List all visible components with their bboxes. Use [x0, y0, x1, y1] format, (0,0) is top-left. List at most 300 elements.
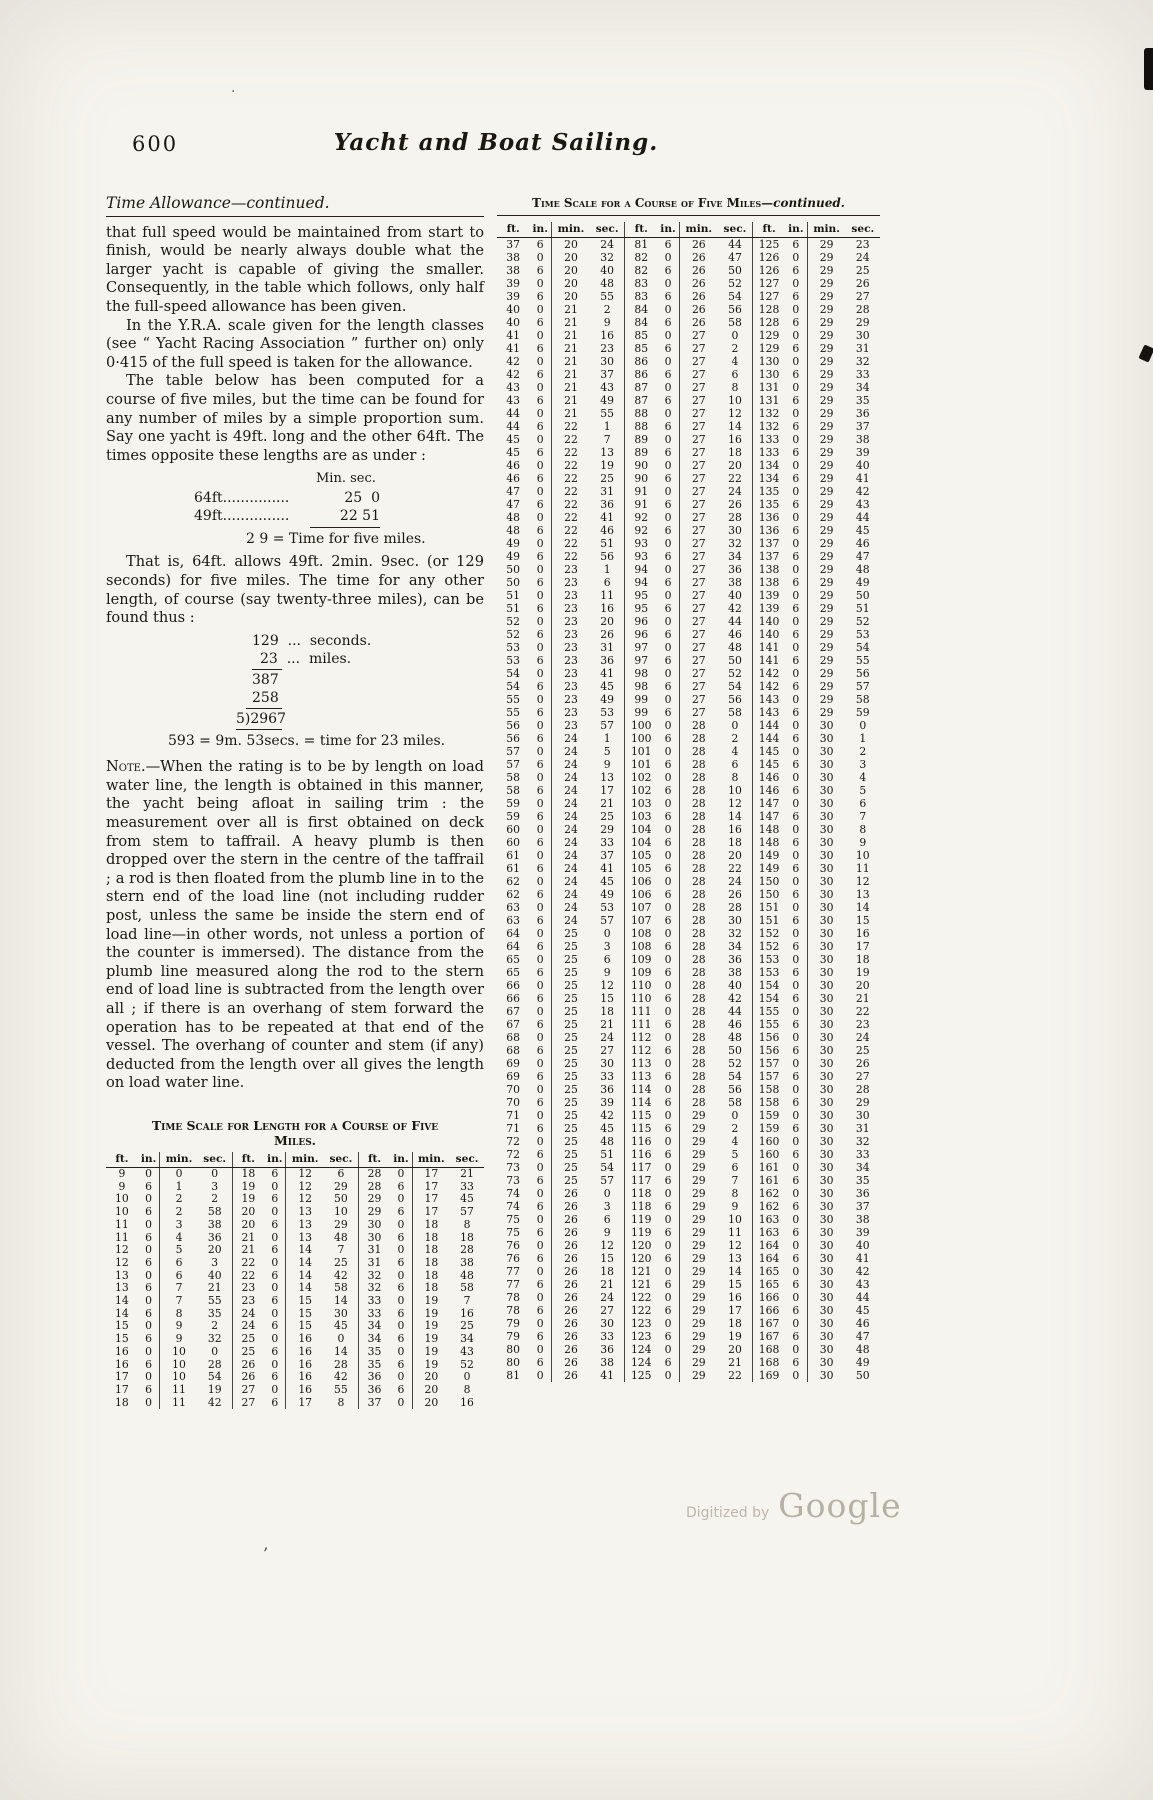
table-cell: 6	[792, 394, 800, 407]
table-cell: 28	[679, 914, 717, 927]
table-row	[753, 1031, 880, 1044]
table-cell: 36	[207, 1230, 222, 1244]
table-row	[753, 966, 880, 979]
table-cell: 144	[758, 719, 780, 732]
table-cell: 18	[412, 1219, 450, 1232]
table-cell: 26	[552, 1343, 590, 1356]
table-cell: 23	[552, 680, 590, 693]
table-cell: 6	[792, 1122, 800, 1135]
table-cell: 6	[792, 1148, 800, 1161]
table-cell: 149	[758, 849, 780, 862]
table-cell: 57	[460, 1205, 474, 1219]
table-cell: 10	[728, 394, 742, 407]
table-cell: 0	[664, 953, 672, 966]
table-cell: 27	[600, 1304, 614, 1317]
table-cell: 152	[758, 927, 780, 940]
table-cell: 14	[286, 1244, 324, 1257]
note-label: Note.	[106, 758, 146, 776]
table-cell: 0	[792, 407, 800, 420]
table-cell: 6	[145, 1382, 153, 1396]
calc-division: 5)2967	[236, 710, 286, 727]
table-row	[106, 1206, 232, 1219]
table-cell: 8	[731, 1187, 739, 1200]
table-cell: 67	[506, 1005, 521, 1018]
table-cell: 0	[664, 1291, 672, 1304]
note-paragraph	[106, 758, 484, 1093]
table-cell: 30	[807, 810, 845, 823]
table-cell: 73	[506, 1161, 521, 1174]
table-cell: 70	[506, 1096, 521, 1109]
table-cell: 19	[207, 1382, 222, 1396]
table-cell: 0	[792, 693, 800, 706]
table-cell: 23	[241, 1294, 256, 1308]
table-cell: 6	[664, 628, 672, 641]
table-cell: 29	[807, 602, 845, 615]
column-header: sec.	[590, 222, 624, 238]
table-row	[497, 1265, 624, 1278]
table-cell: 33	[855, 1148, 870, 1161]
table-cell: 12	[600, 1239, 614, 1252]
table-cell: 87	[634, 381, 649, 394]
table-cell: 0	[792, 979, 800, 992]
table-cell: 120	[630, 1252, 652, 1265]
table-cell: 19	[855, 966, 870, 979]
table-cell: 151	[758, 914, 780, 927]
table-cell: 9	[603, 1226, 611, 1239]
table-cell: 26	[679, 238, 717, 252]
table-cell: 45	[600, 1122, 614, 1135]
table-cell: 130	[758, 368, 780, 381]
table-cell: 0	[536, 771, 544, 784]
table-row	[753, 1265, 880, 1278]
table-cell: 0	[664, 485, 672, 498]
table-cell: 6	[792, 758, 800, 771]
table-row	[497, 979, 624, 992]
table-row	[625, 1031, 752, 1044]
table-row	[497, 485, 624, 498]
table-cell: 58	[855, 693, 870, 706]
table-cell: 29	[855, 316, 870, 329]
table-cell: 16	[728, 823, 742, 836]
table-cell: 30	[807, 823, 845, 836]
table-cell: 103	[630, 810, 652, 823]
table-row	[497, 511, 624, 524]
table-row	[625, 1265, 752, 1278]
table-cell: 0	[536, 745, 544, 758]
table-cell: 9	[731, 1200, 739, 1213]
table-cell: 6	[792, 810, 800, 823]
table-cell: 6	[792, 368, 800, 381]
table-cell: 45	[506, 446, 521, 459]
right-column-heading	[497, 196, 880, 216]
table-cell: 54	[855, 641, 870, 654]
table-row	[625, 784, 752, 797]
table-cell: 23	[552, 719, 590, 732]
table-cell: 87	[634, 394, 649, 407]
table-cell: 30	[807, 1174, 845, 1187]
table-cell: 0	[536, 875, 544, 888]
table-cell: 69	[506, 1057, 521, 1070]
time-scale-table-group	[358, 1152, 484, 1409]
table-cell: 43	[855, 498, 870, 511]
table-cell: 26	[552, 1278, 590, 1291]
table-cell: 24	[552, 836, 590, 849]
table-row	[232, 1384, 358, 1397]
table-cell: 112	[630, 1031, 652, 1044]
table-cell: 138	[758, 563, 780, 576]
table-cell: 29	[807, 485, 845, 498]
table-cell: 80	[506, 1343, 521, 1356]
table-cell: 70	[506, 1083, 521, 1096]
table-cell: 6	[664, 550, 672, 563]
table-cell: 24	[552, 771, 590, 784]
table-row	[497, 680, 624, 693]
table-cell: 46	[855, 1317, 870, 1330]
table-cell: 30	[334, 1306, 348, 1320]
table-cell: 25	[552, 1070, 590, 1083]
table-cell: 98	[634, 667, 649, 680]
table-row	[753, 849, 880, 862]
table-cell: 47	[728, 251, 742, 264]
table-cell: 32	[600, 251, 614, 264]
table-cell: 0	[536, 1187, 544, 1200]
table-cell: 38	[207, 1217, 222, 1231]
table-cell: 10	[160, 1346, 198, 1359]
table-row	[753, 1109, 880, 1122]
table-cell: 119	[630, 1226, 652, 1239]
table-row	[753, 1005, 880, 1018]
table-cell: 28	[679, 1083, 717, 1096]
table-cell: 6	[536, 1304, 544, 1317]
time-scale-table-right	[497, 222, 880, 1382]
table-cell: 37	[367, 1395, 382, 1409]
table-cell: 15	[286, 1295, 324, 1308]
table-row	[625, 654, 752, 667]
table-cell: 34	[728, 940, 742, 953]
table-row	[625, 1018, 752, 1031]
table-cell: 0	[664, 1057, 672, 1070]
table-cell: 30	[807, 1369, 845, 1382]
table-cell: 93	[634, 537, 649, 550]
table-cell: 58	[506, 784, 521, 797]
table-cell: 48	[600, 1135, 614, 1148]
table-cell: 15	[600, 1252, 614, 1265]
table-cell: 25	[552, 953, 590, 966]
table-cell: 26	[552, 1369, 590, 1382]
table-cell: 143	[758, 693, 780, 706]
table-cell: 18	[855, 953, 870, 966]
table-cell: 43	[460, 1344, 474, 1358]
table-row	[232, 1257, 358, 1270]
table-cell: 6	[664, 1044, 672, 1057]
table-cell: 6	[792, 628, 800, 641]
table-row	[106, 1257, 232, 1270]
table-cell: 28	[679, 823, 717, 836]
table-cell: 8	[337, 1395, 345, 1409]
table-cell: 56	[506, 732, 521, 745]
table-cell: 54	[506, 667, 521, 680]
table-cell: 65	[506, 953, 521, 966]
table-cell: 24	[552, 784, 590, 797]
table-cell: 14	[286, 1257, 324, 1270]
table-cell: 24	[600, 1291, 614, 1304]
table-cell: 25	[552, 1161, 590, 1174]
table-cell: 6	[145, 1306, 153, 1320]
table-cell: 38	[506, 251, 521, 264]
table-cell: 90	[634, 459, 649, 472]
table-row	[497, 1070, 624, 1083]
table-cell: 80	[506, 1356, 521, 1369]
caption-line: Miles.	[273, 1133, 317, 1148]
table-row	[753, 485, 880, 498]
table-cell: 0	[664, 1135, 672, 1148]
table-cell: 6	[664, 394, 672, 407]
table-cell: 71	[506, 1109, 521, 1122]
table-cell: 0	[664, 615, 672, 628]
table-cell: 29	[807, 550, 845, 563]
table-cell: 30	[807, 1291, 845, 1304]
table-row	[497, 1096, 624, 1109]
table-cell: 0	[792, 381, 800, 394]
table-row	[497, 784, 624, 797]
calc-line-seconds: 129 ... seconds.	[252, 632, 372, 649]
table-cell: 42	[728, 992, 742, 1005]
table-cell: 55	[855, 654, 870, 667]
table-cell: 6	[536, 264, 544, 277]
table-row	[753, 979, 880, 992]
table-cell: 35	[367, 1344, 382, 1358]
table-cell: 57	[506, 758, 521, 771]
table-row	[497, 303, 624, 316]
table-cell: 116	[630, 1135, 652, 1148]
table-cell: 9	[603, 316, 611, 329]
table-cell: 0	[536, 927, 544, 940]
table-cell: 3	[160, 1219, 198, 1232]
table-cell: 21	[207, 1281, 222, 1295]
table-cell: 13	[286, 1206, 324, 1219]
table-cell: 0	[792, 589, 800, 602]
column-header: ft.	[625, 222, 657, 238]
table-cell: 28	[679, 979, 717, 992]
table-cell: 6	[271, 1370, 279, 1384]
table-cell: 27	[679, 342, 717, 355]
table-cell: 46	[728, 628, 742, 641]
table-cell: 6	[536, 836, 544, 849]
table-cell: 30	[807, 901, 845, 914]
table-row	[625, 238, 752, 252]
table-cell: 40	[855, 1239, 870, 1252]
table-cell: 6	[664, 446, 672, 459]
table-cell: 19	[412, 1308, 450, 1321]
table-cell: 24	[728, 485, 742, 498]
table-cell: 45	[600, 680, 614, 693]
table-row	[753, 1252, 880, 1265]
table-cell: 27	[679, 433, 717, 446]
table-cell: 6	[145, 1205, 153, 1219]
table-row	[625, 966, 752, 979]
table-cell: 0	[664, 303, 672, 316]
table-cell: 6	[271, 1294, 279, 1308]
table-row	[753, 914, 880, 927]
table-row	[497, 1044, 624, 1057]
table-cell: 117	[630, 1161, 652, 1174]
table-cell: 0	[664, 797, 672, 810]
table-cell: 140	[758, 615, 780, 628]
table-cell: 36	[728, 563, 742, 576]
table-cell: 30	[807, 1356, 845, 1369]
table-cell: 6	[664, 1252, 672, 1265]
table-cell: 17	[412, 1206, 450, 1219]
table-cell: 0	[536, 615, 544, 628]
table-cell: 6	[536, 1252, 544, 1265]
table-cell: 77	[506, 1278, 521, 1291]
table-cell: 19	[412, 1320, 450, 1333]
table-cell: 164	[758, 1239, 780, 1252]
table-cell: 0	[160, 1168, 198, 1181]
table-row	[753, 498, 880, 511]
table-cell: 0	[536, 1317, 544, 1330]
table-cell: 114	[630, 1083, 652, 1096]
table-cell: 28	[679, 1005, 717, 1018]
table-cell: 0	[536, 719, 544, 732]
table-cell: 6	[337, 1167, 345, 1180]
table-row	[497, 1369, 624, 1382]
table-cell: 28	[679, 849, 717, 862]
table-cell: 0	[792, 953, 800, 966]
table-cell: 63	[506, 914, 521, 927]
table-row	[753, 654, 880, 667]
table-cell: 0	[792, 1369, 800, 1382]
table-cell: 41	[855, 472, 870, 485]
table-cell: 24	[552, 758, 590, 771]
table-cell: 62	[506, 888, 521, 901]
table-cell: 6	[664, 238, 672, 251]
table-cell: 78	[506, 1291, 521, 1304]
table-cell: 0	[536, 407, 544, 420]
calc-partial-product: 387	[252, 671, 279, 688]
table-cell: 28	[679, 953, 717, 966]
table-cell: 26	[855, 1057, 870, 1070]
table-cell: 6	[664, 498, 672, 511]
table-cell: 32	[207, 1332, 222, 1346]
table-cell: 28	[679, 901, 717, 914]
table-cell: 28	[679, 862, 717, 875]
table-cell: 25	[552, 1044, 590, 1057]
table-cell: 0	[536, 1213, 544, 1226]
table-cell: 107	[630, 901, 652, 914]
table-cell: 10	[728, 1213, 742, 1226]
table-cell: 15	[286, 1320, 324, 1333]
table-cell: 50	[855, 1369, 870, 1382]
table-cell: 109	[630, 966, 652, 979]
table-cell: 38	[728, 576, 742, 589]
paragraph-continuation: that full speed would be maintained from start to finish, would be nearly always double what the larger yacht is capable of giving the smaller. Consequently, in the table which follows, only half the full-speed allowance has been given.	[106, 223, 484, 315]
table-cell: 0	[145, 1167, 153, 1180]
table-row	[753, 1044, 880, 1057]
table-cell: 44	[728, 615, 742, 628]
table-cell: 54	[728, 290, 742, 303]
table-cell: 45	[506, 433, 521, 446]
table-cell: 40	[506, 316, 521, 329]
table-cell: 0	[536, 537, 544, 550]
table-cell: 160	[758, 1135, 780, 1148]
table-cell: 0	[792, 1291, 800, 1304]
table-cell: 53	[600, 901, 614, 914]
table-cell: 5	[731, 1148, 739, 1161]
table-cell: 3	[603, 940, 611, 953]
table-cell: 37	[855, 420, 870, 433]
table-cell: 31	[855, 342, 870, 355]
table-cell: 105	[630, 862, 652, 875]
table-cell: 6	[397, 1255, 405, 1269]
table-row	[753, 1278, 880, 1291]
table-cell: 30	[807, 1161, 845, 1174]
table-cell: 83	[634, 277, 649, 290]
table-cell: 1	[859, 732, 867, 745]
table-cell: 167	[758, 1317, 780, 1330]
table-cell: 9	[118, 1179, 126, 1193]
table-cell: 74	[506, 1200, 521, 1213]
table-cell: 51	[506, 602, 521, 615]
table-cell: 21	[552, 368, 590, 381]
table-cell: 26	[552, 1200, 590, 1213]
table-cell: 6	[664, 316, 672, 329]
table-cell: 54	[207, 1370, 222, 1384]
table-cell: 55	[506, 706, 521, 719]
table-cell: 6	[536, 680, 544, 693]
table-cell: 6	[145, 1179, 153, 1193]
table-cell: 20	[855, 979, 870, 992]
table-cell: 27	[855, 290, 870, 303]
table-cell: 22	[552, 498, 590, 511]
table-cell: 27	[679, 654, 717, 667]
table-cell: 58	[728, 706, 742, 719]
table-row	[497, 1109, 624, 1122]
time-scale-table-group	[624, 222, 752, 1382]
table-cell: 89	[634, 446, 649, 459]
table-cell: 18	[460, 1230, 474, 1244]
table-cell: 3	[211, 1179, 219, 1193]
table-cell: 158	[758, 1096, 780, 1109]
table-cell: 32	[728, 537, 742, 550]
table-cell: 0	[792, 1005, 800, 1018]
table-cell: 33	[367, 1294, 382, 1308]
table-cell: 34	[855, 381, 870, 394]
table-cell: 0	[536, 355, 544, 368]
table-cell: 29	[600, 823, 614, 836]
table-row	[497, 1252, 624, 1265]
table-row	[358, 1397, 484, 1410]
table-row	[497, 654, 624, 667]
table-cell: 9	[859, 836, 867, 849]
table-cell: 11	[728, 1226, 742, 1239]
table-cell: 152	[758, 940, 780, 953]
table-cell: 30	[807, 1044, 845, 1057]
table-cell: 85	[634, 342, 649, 355]
table-cell: 131	[758, 394, 780, 407]
table-row	[753, 1122, 880, 1135]
mini-row-label: 49ft...............	[194, 508, 290, 525]
table-cell: 6	[160, 1270, 198, 1283]
table-cell: 42	[506, 368, 521, 381]
table-cell: 19	[412, 1295, 450, 1308]
table-cell: 6	[664, 290, 672, 303]
table-cell: 4	[859, 771, 867, 784]
table-cell: 0	[145, 1217, 153, 1231]
mini-row-value: 25 0	[344, 489, 380, 506]
table-cell: 25	[552, 927, 590, 940]
table-cell: 31	[600, 485, 614, 498]
